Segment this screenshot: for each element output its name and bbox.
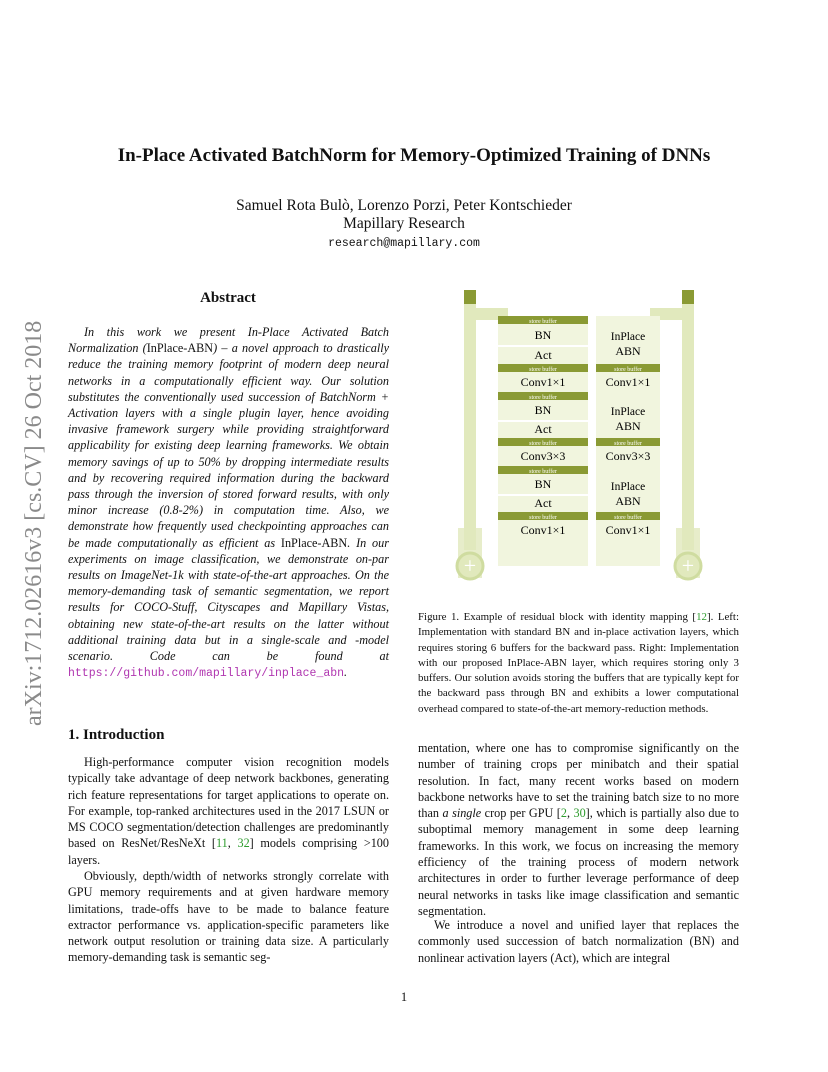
intro-p3-text-end: ], which is partially also due to suboptimal memory management in some deep learning frameworks. In this work, we focus on increasing the memory efficiency of the training process of modern network architectures in order to further leverage performance of deep neural networks in tasks like image classification and semantic segmentation. [418,806,739,918]
store-buffer-label: store buffer [529,515,557,521]
store-buffer-label: store buffer [529,441,557,447]
store-buffer-label: store buffer [614,515,642,521]
abstract-heading: Abstract [200,290,256,306]
store-buffer-label: store buffer [529,469,557,475]
sum-node-right: + [681,553,695,578]
paper-title: In-Place Activated BatchNorm for Memory-Optimized Training of DNNs [117,145,711,166]
act-layer: Act [534,422,552,436]
caption-text-mid: ]. Left: Implementation with standard BN and in-place activation layers, which requires storing 6 buffers for the backward pass. Right: Implementation with our proposed [418,611,739,669]
emphasis: a single [442,806,482,821]
conv3x3-layer: Conv3×3 [520,449,566,463]
store-buffer-label: store buffer [614,367,642,373]
intro-p1-text-end: ] models comprising >100 layers. [68,836,389,867]
store-buffer-label: store buffer [529,395,557,401]
store-buffer-label: store buffer [529,319,557,325]
caption-text: Figure 1. Example of residual block with identity mapping [ [418,611,697,623]
bn-layer: BN [534,403,552,417]
inplace-abn-layer: ABN [615,419,641,433]
abstract-part-4: . [344,665,348,680]
authors: Samuel Rota Bulò, Lorenzo Porzi, Peter Kontschieder [236,197,572,214]
conv3x3-layer: Conv3×3 [605,449,651,463]
intro-p1-text: High-performance computer vision recognition models typically take advantage of deep network backbones, generating rich feature representations for target applications to operate on. For example, top-ranked architectures used in the 2017 LSUN or MS COCO segmentation/detection challenges are predominantly based on ResNet/ResNeXt [ [68,755,389,851]
intro-p3-text: mentation, where one has to compromise significantly on the number of training crops per minibatch and their spatial resolution. In fact, many recent works based on modern backbone networks have to set the training batch size to no more than [418,741,739,821]
email[interactable]: research@mapillary.com [328,237,480,250]
inplace-abn-layer: ABN [615,344,641,358]
arxiv-identifier: arXiv:1712.02616v3 [cs.CV] 26 Oct 2018 [21,320,47,726]
inplace-abn-layer: InPlace [610,481,646,493]
page-number: 1 [400,990,408,1004]
intro-paragraph-4 [418,917,739,966]
act-layer: Act [534,348,552,362]
inplace-abn-name: InPlace-ABN [146,341,214,356]
intro-paragraph-3 [418,740,739,919]
sum-node-left: + [463,553,477,578]
act-name: Act [554,950,572,965]
abstract-text [68,324,389,682]
intro-paragraph-1 [68,754,389,868]
intro-p3-text-mid: crop per GPU [ [481,806,561,821]
inplace-abn-layer: InPlace [610,406,646,418]
citation-link[interactable]: 32 [237,836,250,851]
figure-1-caption [418,610,739,717]
citation-link[interactable]: 30 [573,806,586,821]
inplace-abn-name: InPlace-ABN [507,656,567,669]
inplace-abn-name: InPlace-ABN [280,535,348,550]
figure-1-diagram [452,288,706,588]
intro-p4-text: We introduce a novel and unified layer that replaces the commonly used succession of batch normalization (BN) and nonlinear activation layers ( [418,918,739,965]
affiliation: Mapillary Research [343,215,465,232]
left-layer-stack [498,316,588,566]
conv1x1-layer: Conv1×1 [520,375,566,389]
bn-layer: BN [534,328,552,342]
citation-link[interactable]: 11 [216,836,228,851]
bn-layer: BN [534,477,552,491]
code-link[interactable]: https://github.com/mapillary/inplace_abn [68,667,345,681]
inplace-abn-layer: ABN [615,494,641,508]
store-buffer-label: store buffer [529,367,557,373]
citation-link[interactable]: 2 [560,806,567,821]
right-layer-stack [596,316,660,566]
conv1x1-layer: Conv1×1 [605,523,651,537]
caption-text-end: layer, which requires storing only 3 buffers. Our solution avoids storing the buffers that are typically kept for the backward pass through BN and exhibits a lower computational overhead compared to state-of-the-art memory-reduction methods. [418,656,739,715]
conv1x1-layer: Conv1×1 [520,523,566,537]
intro-paragraph-2: Obviously, depth/width of networks strongly correlate with GPU memory requirements and at given hardware memory limitations, trade-offs have to be made to balance feature extractor performance vs. application-specific parameters like network output resolution or training data size. A particularly memory-demanding task is semantic seg- [68,869,389,965]
citation-separator: , [227,836,238,851]
abstract-part-3: . In our experiments on image classification, we demonstrate on-par results on ImageNet-1k with state-of-the-art approaches. On the memory-demanding task of semantic segmentation, we report results for COCO-Stuff, Cityscapes and Mapillary Vistas, obtaining new state-of-the-art results on the latter without additional training data but in a single-scale and -model scenario. Code can be found at [68,535,389,664]
abstract-part-2: ) – a novel approach to drastically reduce the training memory footprint of modern deep neural networks in a computationally efficient way. Our solution substitutes the conventionally used succession of BatchNorm + Activation layers with a single plugin layer, hence avoiding invasive framework surgery while providing straightforward applicability for existing deep learning frameworks. We obtain memory savings of up to 50% by dropping intermediate results and by recovering required information during the backward pass through the inversion of stored forward results, with only minor increase (0.8-2%) in computation time. Also, we demonstrate how frequently used checkpointing approaches can be made computationally as efficient as [68,341,389,550]
conv1x1-layer: Conv1×1 [605,375,651,389]
abstract-part-1: In this work we present In-Place Activated Batch Normalization ( [68,325,389,356]
inplace-abn-layer: InPlace [610,331,646,343]
section-heading-introduction: 1. Introduction [68,727,165,743]
store-buffer-label: store buffer [614,441,642,447]
citation-link[interactable]: 12 [696,611,707,623]
intro-p4-text-end: ), which are integral [572,950,671,965]
act-layer: Act [534,496,552,510]
citation-separator: , [566,806,574,821]
